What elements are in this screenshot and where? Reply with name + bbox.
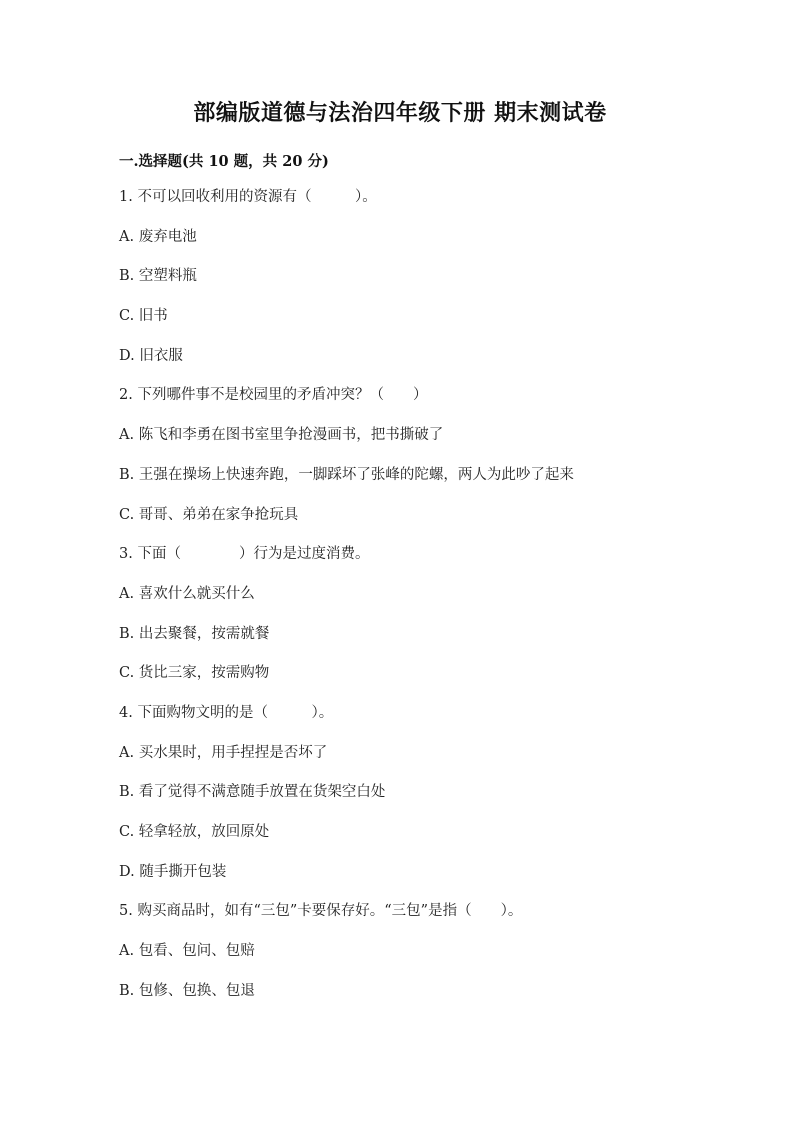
- question-4-option-b: B. 看了觉得不满意随手放置在货架空白处: [119, 784, 386, 801]
- question-4-option-a: A. 买水果时，用手捏捏是否坏了: [119, 744, 328, 761]
- question-1-stem: 1. 不可以回收利用的资源有（ ）。: [119, 189, 377, 205]
- question-2-option-c: C. 哥哥、弟弟在家争抢玩具: [119, 506, 299, 523]
- section-header: 一.选择题(共 10 题，共 20 分): [119, 153, 329, 170]
- question-5-option-b: B. 包修、包换、包退: [119, 982, 255, 999]
- question-3-option-b: B. 出去聚餐，按需就餐: [119, 625, 270, 642]
- question-4-option-d: D. 随手撕开包装: [119, 863, 227, 880]
- question-3-option-a: A. 喜欢什么就买什么: [119, 585, 255, 602]
- question-5-option-a: A. 包看、包问、包赔: [119, 943, 255, 960]
- page-title: 部编版道德与法治四年级下册 期末测试卷: [193, 100, 607, 126]
- question-3-stem: 3. 下面（ ）行为是过度消费。: [119, 546, 370, 563]
- question-1-option-b: B. 空塑料瓶: [119, 268, 197, 285]
- question-2-option-b: B. 王强在操场上快速奔跑，一脚踩坏了张峰的陀螺，两人为此吵了起来: [119, 466, 574, 483]
- question-1-option-c: C. 旧书: [119, 308, 168, 325]
- question-4-stem: 4. 下面购物文明的是（ ）。: [119, 704, 334, 721]
- question-1-option-d: D. 旧衣服: [119, 347, 183, 364]
- question-3-option-c: C. 货比三家，按需购物: [119, 665, 270, 682]
- question-2-stem: 2. 下列哪件事不是校园里的矛盾冲突？（ ）: [119, 387, 428, 404]
- question-4-option-c: C. 轻拿轻放，放回原处: [119, 824, 270, 840]
- question-2-option-a: A. 陈飞和李勇在图书室里争抢漫画书，把书撕破了: [119, 427, 444, 444]
- question-5-stem: 5. 购买商品时，如有“三包”卡要保存好。“三包”是指（ ）。: [119, 903, 523, 920]
- question-1-option-a: A. 废弃电池: [119, 228, 197, 245]
- question-list: [119, 187, 779, 1020]
